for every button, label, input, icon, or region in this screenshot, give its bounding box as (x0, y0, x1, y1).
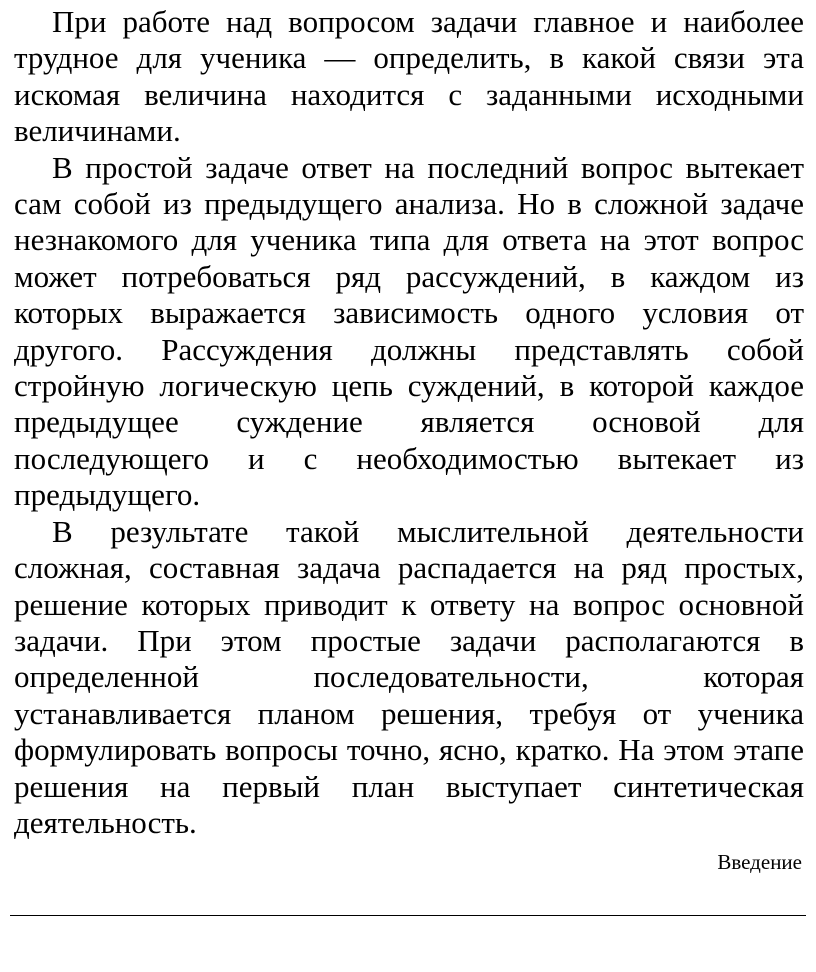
paragraph-3: В результате такой мыслительной деятельности сложная, составная задача распадается на ряд простых, решение которых приводит к ответу на вопрос основной задачи. При этом простые задачи располагаются в определенной последовательности, которая устанавливается планом решения, требуя от ученика формулировать вопросы точно, ясно, кратко. На этом этапе решения на первый план выступает синтетическая деятельность. (14, 513, 804, 840)
footer-divider (10, 915, 806, 916)
document-body (14, 4, 804, 841)
section-label: Введение (717, 850, 802, 874)
paragraph-1: При работе над вопросом задачи главное и наиболее трудное для ученика — определить, в какой связи эта искомая величина находится с заданными исходными величинами. (14, 4, 804, 149)
paragraph-2: В простой задаче ответ на последний вопрос вытекает сам собой из предыдущего анализа. Но в сложной задаче незнакомого для ученика типа для ответа на этот вопрос может потребоваться ряд рассуждений, в каждом из которых выражается зависимость одного условия от другого. Рассуждения должны представлять собой стройную логическую цепь суждений, в которой каждое предыдущее суждение является основой для последующего и с необходимостью вытекает из предыдущего. (14, 149, 804, 513)
